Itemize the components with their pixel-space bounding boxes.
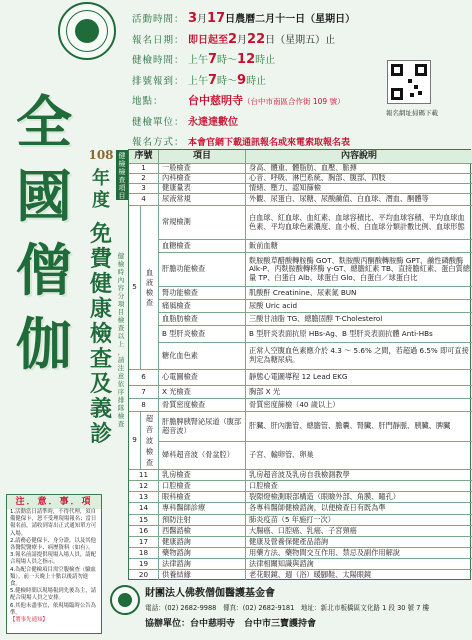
row-no: 13 (129, 492, 159, 503)
row-desc: B 型肝炎表面抗原 HBs-Ag、B 型肝炎表面抗體 Anti-HBs (246, 326, 472, 343)
row-item: 肝膽脾胰腎泌尿道（腹部超音波） (159, 412, 246, 442)
row-no: 7 (129, 386, 159, 399)
footer (145, 584, 470, 629)
row-desc: 乳房超音波及乳房自我檢測教學 (246, 470, 472, 481)
group-label-char: 查 (145, 458, 154, 467)
info-line-row (132, 70, 382, 91)
side-note-char: 排 (117, 396, 125, 404)
side-note-char: 查 (117, 420, 125, 428)
side-note-char: 查 (117, 324, 125, 332)
note-item: 3.報名前請提供現場入場人員，請配合現場人員之指示。 (10, 552, 97, 566)
group-label-char: 檢 (145, 447, 154, 456)
method-label: 報名方式 ： (132, 134, 188, 148)
date-rest: 日農曆二月十一日（星期日） (225, 14, 356, 26)
line-label: 排號報到 ： (132, 73, 188, 87)
checkup-items-table (128, 149, 471, 580)
note-highlight: 【將事先通知】 (10, 617, 48, 624)
row-item: 健康諮詢 (159, 537, 246, 548)
side-note-char: 以 (117, 332, 125, 340)
row-no: 9 (129, 412, 141, 470)
info-check-row (132, 49, 382, 70)
tab-char: 健 (118, 152, 126, 160)
row-item: 常規檢測 (159, 206, 246, 240)
check-b: 12 (237, 52, 256, 68)
row-desc: 子宮、輸卵管、卵巢 (246, 442, 472, 470)
note-item: 2.請務必健保卡、身分證，以及其他各醫院醫療卡、病歷資料（如有）。 (10, 537, 97, 552)
unit-value: 永達達數位 (188, 117, 238, 129)
row-no: 3 (129, 184, 159, 194)
qr-dot (408, 79, 412, 83)
check-end: 時止 (255, 55, 276, 67)
side-note-char: 容 (117, 284, 125, 292)
row-no: 5 (129, 206, 141, 370)
side-note-char: 檢 (117, 412, 125, 420)
ultrasound-group-label (141, 412, 159, 470)
row-desc: 骨質密度篩檢（40 歲以上） (246, 399, 472, 412)
tab-char: 目 (118, 192, 126, 200)
side-note-char: 序 (117, 388, 125, 396)
row-no: 2 (129, 174, 159, 184)
row-desc: 肺炎疫苗（5 年施打一次） (246, 515, 472, 526)
row-no: 14 (129, 503, 159, 515)
side-note-char: 注 (117, 364, 125, 372)
year-char: 度 (92, 190, 110, 211)
row-no: 17 (129, 537, 159, 548)
row-no: 8 (129, 399, 159, 412)
side-note-char: ， (117, 348, 125, 356)
event-info (132, 8, 382, 152)
row-item: 供養結緣 (159, 570, 246, 580)
blood-test-group-label (141, 206, 159, 370)
organizer-name: 財團法人佛教僧伽醫護基金會 (145, 588, 275, 599)
row-item: 婦科超音波（骨盆腔） (159, 442, 246, 470)
row-item: 腎功能檢查 (159, 287, 246, 300)
row-item: 法律諮詢 (159, 559, 246, 570)
row-desc: 大腸癌、口腔癌、乳癌、子宮頸癌 (246, 526, 472, 537)
title-char: 健 (89, 271, 112, 297)
group-label-char: 波 (145, 436, 154, 445)
check-pre: 上午 (188, 55, 208, 67)
row-desc: 三酸甘油脂 TG、總膽固醇 T-Cholesterol (246, 313, 472, 326)
seal-center (75, 19, 99, 43)
title-char: 義 (89, 396, 112, 422)
reg-day: 22 (247, 31, 266, 47)
side-note-char: 檢 (117, 260, 125, 268)
side-note-char: 分 (117, 292, 125, 300)
row-item: 藥物諮詢 (159, 548, 246, 559)
reg-num: 2 (228, 31, 238, 47)
row-item: 血脂肪檢查 (159, 313, 246, 326)
group-label-char: 超 (145, 414, 154, 423)
row-desc: 健康及營養保健產品諮詢 (246, 537, 472, 548)
qr-dot (418, 91, 422, 95)
row-desc: 麩胺酸草醋酸轉胺酶 GOT、麩胺酸丙酮酸轉胺酶 GPT、鹼性磷酸酶 Alk-P、丙麩胺酸轉移酶 γ-GT、總膽紅素 TB、直接膽紅素、蛋白質總量 TP、白蛋白 Alb、球蛋白 Glo、白蛋白／球蛋白比 (246, 253, 472, 287)
line-mid: 時～ (217, 75, 238, 87)
title-char: 及 (89, 371, 112, 397)
side-note-char: 健 (117, 252, 125, 260)
qr-caption: 報名網址掃碼下載 (386, 109, 438, 117)
qr-dot (414, 85, 418, 89)
event-title (86, 222, 116, 447)
info-unit-row (132, 111, 382, 132)
group-label-char: 液 (145, 277, 154, 287)
group-label-char: 檢 (145, 287, 154, 297)
title-char: 檢 (89, 321, 112, 347)
table-header-item: 項目 (159, 150, 246, 164)
row-desc: 肌酸酐 Creatinine、尿素氮 BUN (246, 287, 472, 300)
check-mid: 時～ (217, 55, 238, 67)
title-char: 免 (89, 221, 112, 247)
row-item: 糖化血色素 (159, 343, 246, 370)
side-note-char: 上 (117, 340, 125, 348)
note-item: 5.健檢時間以現場報到先後為主，請配合現場人員之安排。 (10, 588, 97, 602)
group-label-char: 血 (145, 267, 154, 277)
reg-rest: 日（星期五）止 (265, 34, 336, 46)
row-item: 痛風檢查 (159, 300, 246, 313)
title-char: 查 (89, 346, 112, 372)
unit-label: 健檢單位 ： (132, 114, 188, 128)
row-item: 肝膽功能檢查 (159, 253, 246, 287)
main-heading-char: 伽 (16, 312, 72, 378)
date-label: 活動時間 ： (132, 11, 188, 25)
row-no: 19 (129, 559, 159, 570)
row-desc: 靜態心電圖導程 12 Lead EKG (246, 370, 472, 386)
row-item: X 光檢查 (159, 386, 246, 399)
registration-qr-code[interactable] (387, 60, 431, 104)
tab-char: 項 (118, 184, 126, 192)
row-no: 11 (129, 470, 159, 481)
row-no: 4 (129, 194, 159, 206)
notes-title: 注．意．事．項 (7, 495, 101, 509)
row-desc: 心音、呼吸、淋巴系統、胸部、腹部、四肢 (246, 174, 472, 184)
place-value: 台中慈明寺 (188, 94, 243, 108)
row-desc: 老花眼鏡、週（浴）暖腳鞋、太陽眼鏡 (249, 570, 372, 579)
place-address: （台中市南區合作街 109 號） (243, 97, 345, 107)
check-label: 健檢時間 ： (132, 52, 188, 66)
side-note-char: 檢 (117, 316, 125, 324)
row-item: 血糖檢查 (159, 240, 246, 253)
qr-finder-bl (391, 88, 403, 100)
row-no: 15 (129, 515, 159, 526)
row-desc: 裂隙燈檢測眼部構造（眼瞼外部、角膜、瞳孔） (246, 492, 472, 503)
row-item: 健康量表 (159, 184, 246, 194)
date-month: 月 (197, 14, 208, 26)
qr-finder-tr (415, 64, 427, 76)
row-desc: 胸部 X 光 (246, 386, 472, 399)
info-date-row (132, 8, 382, 29)
main-heading-char: 國 (16, 164, 72, 230)
row-desc: 正常人空腹血色素應介於 4.3 ～ 5.6% 之間，若超過 6.5% 即可直接判定為糖尿病。 (246, 343, 472, 370)
side-note-char: 項 (117, 300, 125, 308)
row-no: 20 (129, 570, 159, 580)
main-heading (2, 86, 86, 382)
foundation-logo (110, 585, 140, 615)
title-char: 康 (89, 296, 112, 322)
method-value: 本會官網下載通訊報名或來電索取報名表 (188, 137, 351, 148)
info-place-row (132, 90, 382, 111)
row-desc: 法律相關知識與諮詢 (246, 559, 472, 570)
tab-char: 檢 (118, 160, 126, 168)
date-num: 3 (188, 11, 198, 27)
table-header-desc: 內容說明 (246, 150, 472, 164)
check-a: 7 (208, 52, 218, 68)
row-item: 一般檢查 (159, 164, 246, 174)
row-item: 眼科檢查 (159, 492, 246, 503)
row-desc: 飯前血糖 (246, 240, 472, 253)
title-char: 診 (89, 421, 112, 447)
side-note-char: 時 (117, 268, 125, 276)
note-item: 4.為配合健檢項目需空腹檢查（驗血類），前一天晚上十點以後請勿進食。 (10, 566, 97, 588)
line-end: 時止 (246, 75, 267, 87)
row-no: 12 (129, 481, 159, 492)
line-a: 7 (208, 72, 218, 88)
tab-char: 查 (118, 176, 126, 184)
reg-month: 月 (237, 34, 248, 46)
co-organizers: 協辦單位：台中慈明寺 台中市三寶護持會 (145, 619, 317, 629)
row-desc: 外觀、尿蛋白、尿糖、尿酸鹼值、白血球、潛血、酮體等 (246, 194, 472, 206)
row-desc: 口腔檢查 (246, 481, 472, 492)
year-char: 年 (92, 168, 110, 189)
place-label: 地點 ： (132, 93, 188, 107)
row-desc: 情緒、壓力、認知篩檢 (246, 184, 472, 194)
table-header-no: 序號 (129, 150, 159, 164)
organization-seal-logo (58, 2, 116, 60)
qr-dot (410, 93, 414, 97)
side-note-char: 意 (117, 372, 125, 380)
row-item: 尿液常規 (159, 194, 246, 206)
line-b: 9 (237, 72, 247, 88)
row-item: B 型肝炎檢查 (159, 326, 246, 343)
reg-label: 報名日期 ： (132, 32, 188, 46)
year-label (88, 168, 114, 212)
row-item: 心電圖檢查 (159, 370, 246, 386)
title-char: 費 (89, 246, 112, 272)
side-note-char: 請 (117, 356, 125, 364)
row-desc: 身高、體重、體脂肪、血壓、脈搏 (246, 164, 472, 174)
year-number: 108 (88, 148, 114, 162)
row-item: 骨質密度檢查 (159, 399, 246, 412)
tab-char: 檢 (118, 168, 126, 176)
side-note-char: 依 (117, 380, 125, 388)
row-item: 專科醫師診療 (159, 503, 246, 515)
row-desc: 用藥方法、藥物間交互作用、禁忌及副作用解說 (246, 548, 472, 559)
row-item: 口腔檢查 (159, 481, 246, 492)
row-item: 乳房檢查 (159, 470, 246, 481)
row-item: 西醫諮檢 (159, 526, 246, 537)
row-no: 16 (129, 526, 159, 537)
main-heading-char: 全 (16, 90, 72, 156)
row-desc: 肝臟、肝內膽管、總膽管、膽囊、腎臟、肝門靜脈、胰臟、脾臟 (246, 412, 472, 442)
side-note-char: 內 (117, 276, 125, 284)
side-note-char: 隊 (117, 404, 125, 412)
group-label-char: 音 (145, 425, 154, 434)
note-item: 6.其他未盡事宜，依現場臨時公告為準。 (10, 602, 97, 616)
main-heading-char: 僧 (16, 238, 72, 304)
section-tab (116, 150, 128, 200)
row-desc: 各專科醫師健檢諮詢，以便檢查日有既為準 (246, 503, 472, 515)
foundation-logo-center (118, 593, 132, 607)
side-note (116, 252, 126, 428)
reg-prefix: 即日起至 (188, 34, 228, 46)
row-no: 18 (129, 548, 159, 559)
note-item: 1.活動當日請準時，不得代理，須自備健保卡，恕不受理現場報名；當日報名前，請收到寄出正式通知單方可入場。 (10, 509, 97, 537)
row-item: 預防注射 (159, 515, 246, 526)
date-day: 17 (207, 11, 226, 27)
row-no: 6 (129, 370, 159, 386)
organizer-contact: 電話：(02) 2682-9988 傳真：(02) 2682-9181 地址：新北市板橋區文化路 1 段 30 號 7 樓 (145, 604, 430, 612)
row-no: 1 (129, 164, 159, 174)
row-desc: 白血球、紅血球、血紅素、血球容積比、平均血球容積、平均血球血色素、平均血球色素濃度、血小板、白血球分類計數比例、血球形態 (246, 206, 472, 240)
row-desc: 尿酸 Uric acid (246, 300, 472, 313)
info-reg-row (132, 29, 382, 50)
side-note-char: 目 (117, 308, 125, 316)
qr-finder-tl (391, 64, 403, 76)
notes-box (6, 494, 102, 634)
group-label-char: 查 (145, 297, 154, 307)
line-pre: 上午 (188, 75, 208, 87)
row-item: 內科檢查 (159, 174, 246, 184)
